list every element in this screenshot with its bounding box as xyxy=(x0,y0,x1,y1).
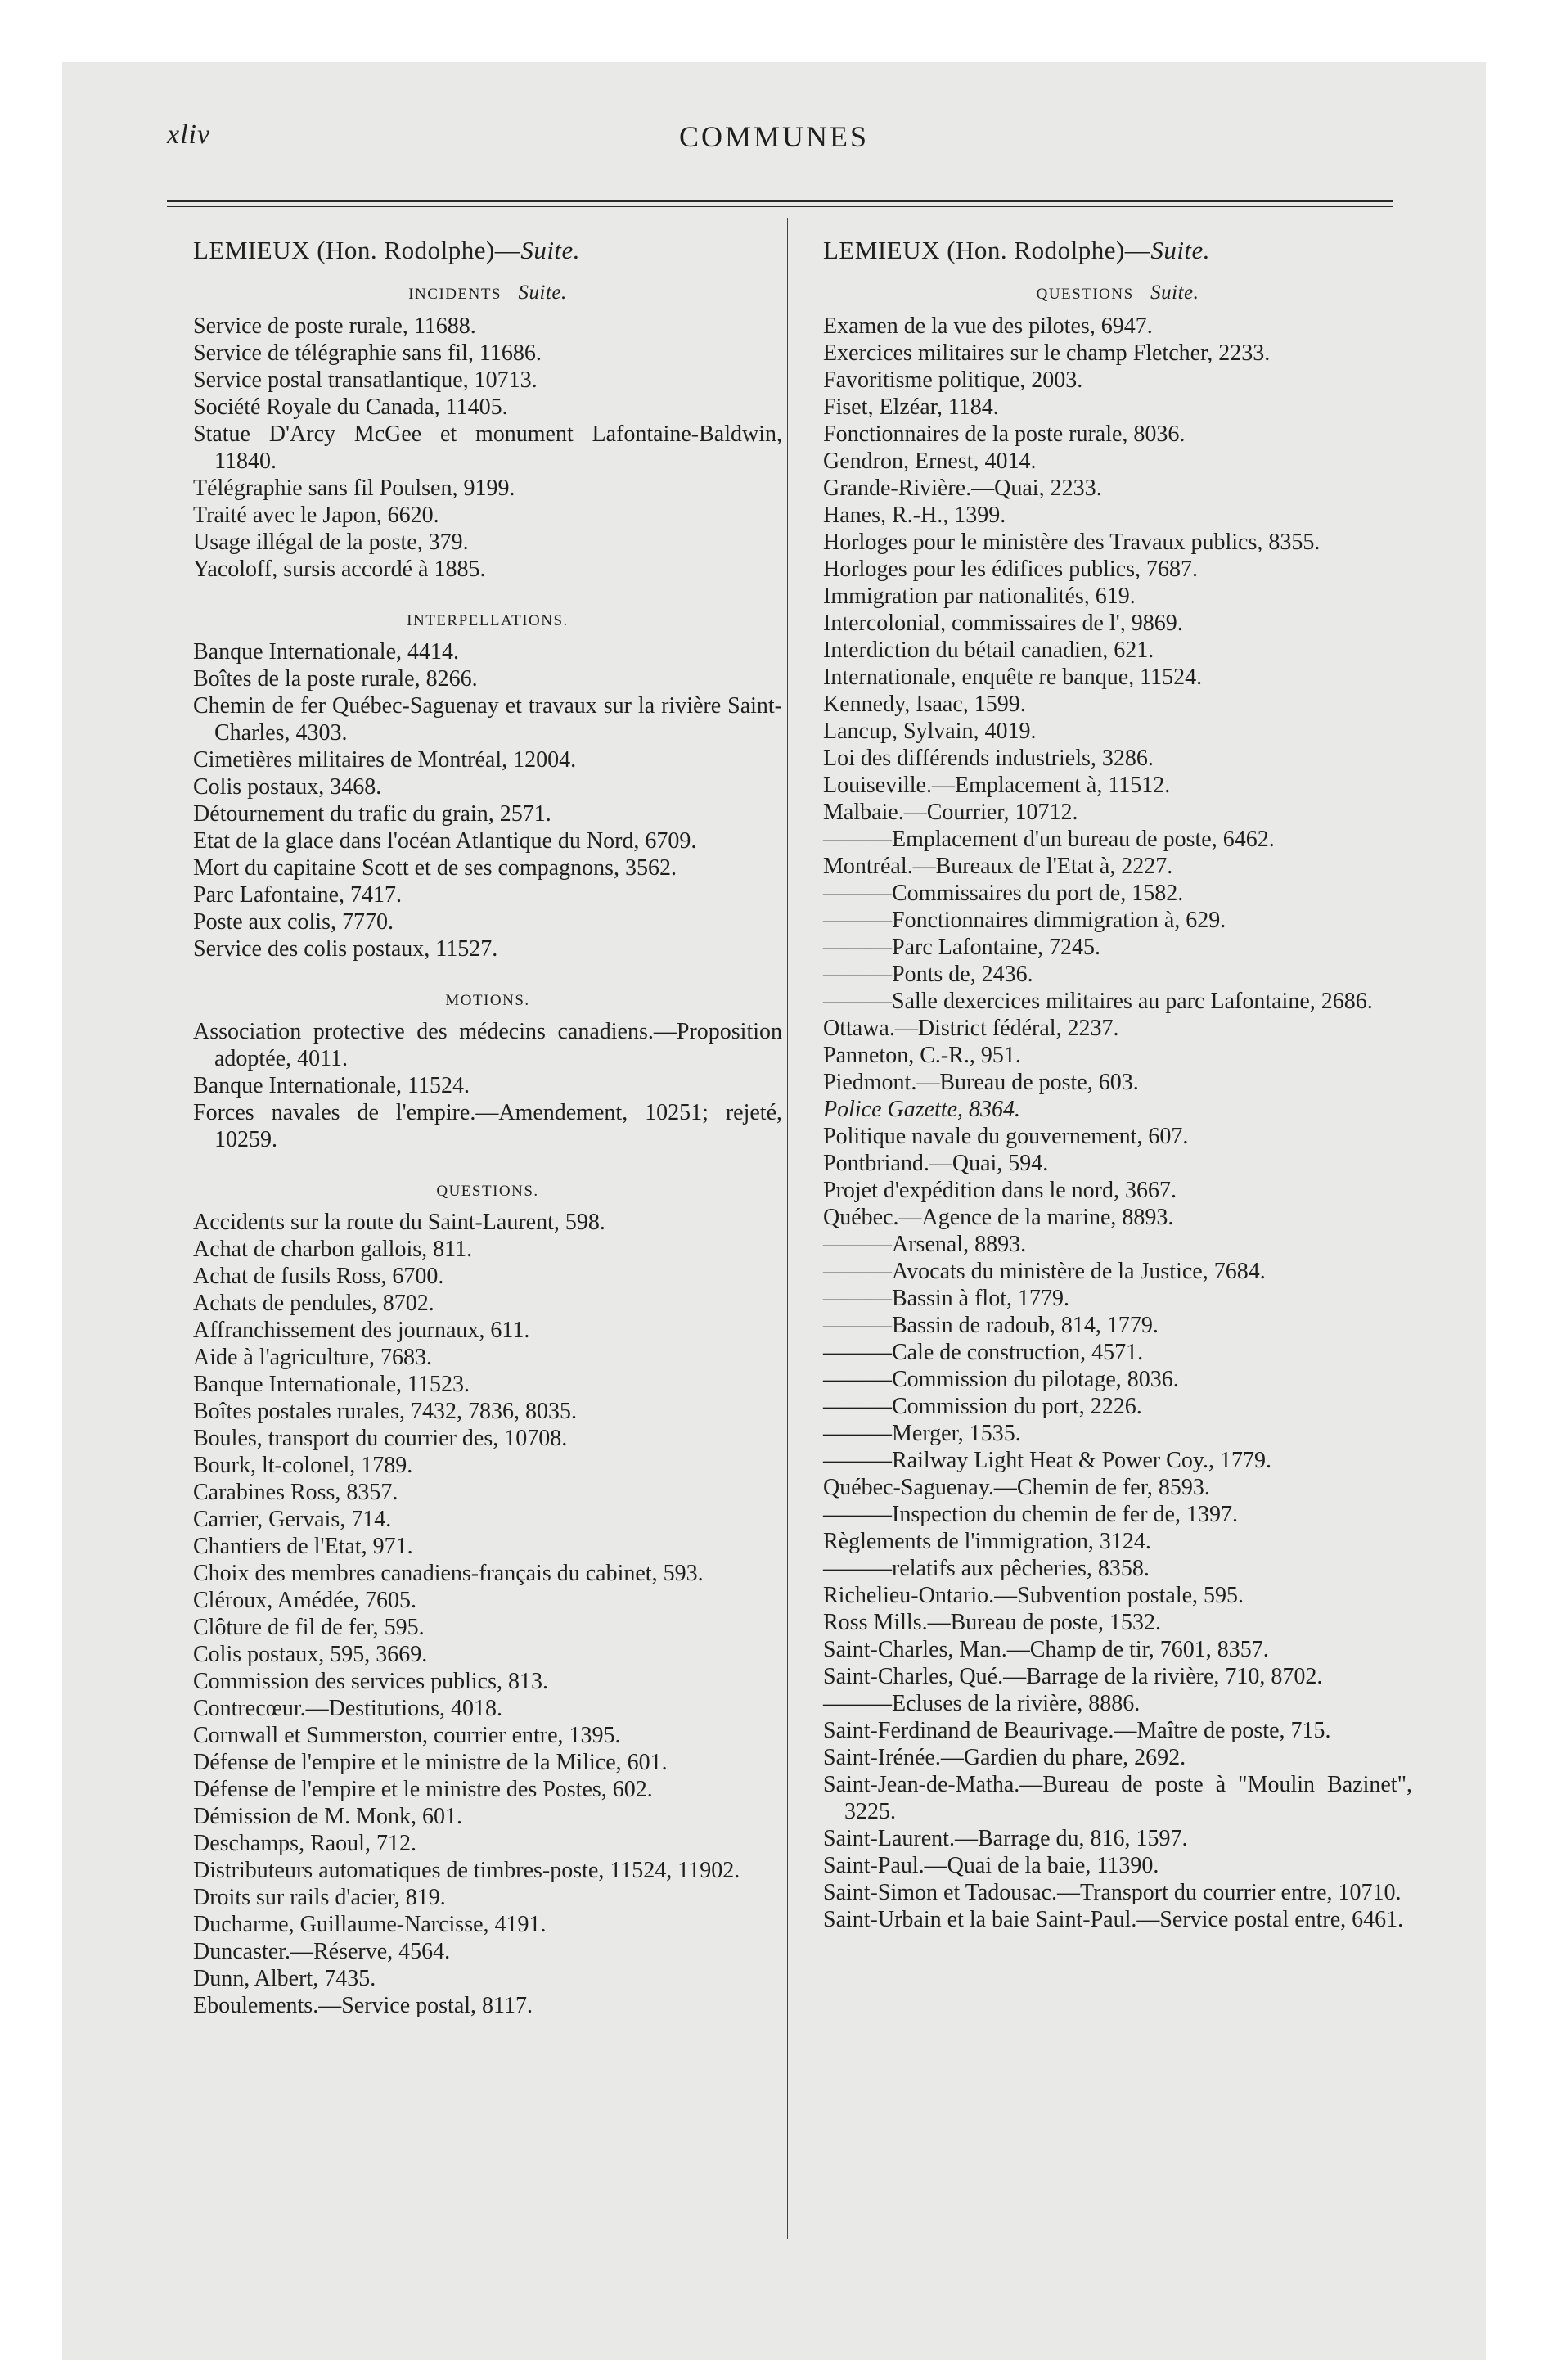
left-column-heading xyxy=(193,234,782,267)
index-entry: ———Ponts de, 2436. xyxy=(823,962,1033,987)
index-entry: Saint-Irénée.—Gardien du phare, 2692. xyxy=(823,1745,1186,1770)
index-entry: Boules, transport du courrier des, 10708. xyxy=(193,1426,568,1451)
index-entry: Service de poste rurale, 11688. xyxy=(193,313,476,339)
index-entry: Bourk, lt-colonel, 1789. xyxy=(193,1453,413,1478)
index-entry: Cimetières militaires de Montréal, 12004. xyxy=(193,747,577,773)
index-entry: Démission de M. Monk, 601. xyxy=(193,1804,462,1829)
interpellations-list xyxy=(193,638,782,962)
index-entry: Mort du capitaine Scott et de ses compagnons, 3562. xyxy=(193,855,677,881)
index-entry: Saint-Charles, Qué.—Barrage de la rivière, 710, 8702. xyxy=(823,1664,1323,1689)
index-entry: Piedmont.—Bureau de poste, 603. xyxy=(823,1070,1139,1095)
index-entry: Eboulements.—Service postal, 8117. xyxy=(193,1993,533,2018)
index-entry: ———Inspection du chemin de fer de, 1397. xyxy=(823,1502,1238,1527)
index-entry: Aide à l'agriculture, 7683. xyxy=(193,1345,432,1370)
right-column xyxy=(823,234,1412,1933)
index-entry: Horloges pour le ministère des Travaux publics, 8355. xyxy=(823,530,1321,555)
index-entry: Favoritisme politique, 2003. xyxy=(823,367,1083,393)
index-entry: Gendron, Ernest, 4014. xyxy=(823,449,1037,474)
index-entry: Kennedy, Isaac, 1599. xyxy=(823,692,1026,717)
index-entry: Horloges pour les édifices publics, 7687. xyxy=(823,557,1199,582)
subheading-questions-suite xyxy=(823,282,1412,304)
index-entry: ———Bassin de radoub, 814, 1779. xyxy=(823,1313,1159,1338)
subheading-suite: Suite. xyxy=(1150,282,1199,304)
index-entry: Ross Mills.—Bureau de poste, 1532. xyxy=(823,1610,1161,1635)
index-entry: Malbaie.—Courrier, 10712. xyxy=(823,800,1078,825)
index-entry: Service des colis postaux, 11527. xyxy=(193,936,498,962)
index-entry: Boîtes de la poste rurale, 8266. xyxy=(193,666,478,692)
index-entry: Saint-Simon et Tadousac.—Transport du courrier entre, 10710. xyxy=(823,1880,1402,1905)
index-entry: Police Gazette, 8364. xyxy=(823,1097,1021,1122)
index-entry: Société Royale du Canada, 11405. xyxy=(193,394,508,420)
index-entry: Droits sur rails d'acier, 819. xyxy=(193,1885,446,1910)
index-entry: Télégraphie sans fil Poulsen, 9199. xyxy=(193,476,515,501)
questions-suite-list xyxy=(823,313,1412,1933)
index-entry: Forces navales de l'empire.—Amendement, 10251; rejeté, 10259. xyxy=(193,1100,782,1152)
index-entry: Usage illégal de la poste, 379. xyxy=(193,530,469,555)
index-entry: Pontbriand.—Quai, 594. xyxy=(823,1151,1049,1176)
index-entry: ———Cale de construction, 4571. xyxy=(823,1340,1144,1365)
index-entry: ———relatifs aux pêcheries, 8358. xyxy=(823,1556,1150,1581)
index-entry: ———Commission du pilotage, 8036. xyxy=(823,1367,1179,1392)
index-entry: Montréal.—Bureaux de l'Etat à, 2227. xyxy=(823,854,1173,879)
index-entry: Chemin de fer Québec-Saguenay et travaux sur la rivière Saint-Charles, 4303. xyxy=(193,693,782,746)
index-entry: Parc Lafontaine, 7417. xyxy=(193,882,403,908)
index-entry: Fiset, Elzéar, 1184. xyxy=(823,394,999,420)
heading-name: LEMIEUX (Hon. Rodolphe)— xyxy=(193,236,521,264)
index-entry: Détournement du trafic du grain, 2571. xyxy=(193,801,551,827)
index-entry: Etat de la glace dans l'océan Atlantique du Nord, 6709. xyxy=(193,828,697,854)
index-entry: Québec.—Agence de la marine, 8893. xyxy=(823,1205,1174,1230)
questions-list xyxy=(193,1209,782,2019)
index-entry: Cléroux, Amédée, 7605. xyxy=(193,1588,416,1613)
index-entry: Carrier, Gervais, 714. xyxy=(193,1507,392,1532)
subheading-label: QUESTIONS— xyxy=(1036,286,1151,303)
index-entry: Deschamps, Raoul, 712. xyxy=(193,1831,416,1856)
index-entry: ———Salle dexercices militaires au parc Lafontaine, 2686. xyxy=(823,989,1373,1014)
index-entry: Intercolonial, commissaires de l', 9869. xyxy=(823,611,1183,636)
subheading-interpellations: INTERPELLATIONS. xyxy=(407,612,569,629)
index-entry: Distributeurs automatiques de timbres-poste, 11524, 11902. xyxy=(193,1858,740,1883)
index-entry: Service de télégraphie sans fil, 11686. xyxy=(193,340,542,366)
index-entry: Saint-Laurent.—Barrage du, 816, 1597. xyxy=(823,1826,1188,1851)
subheading-suite: Suite. xyxy=(518,282,567,304)
motions-list xyxy=(193,1018,782,1153)
index-entry: Ducharme, Guillaume-Narcisse, 4191. xyxy=(193,1912,547,1937)
index-entry: Panneton, C.-R., 951. xyxy=(823,1043,1021,1068)
index-entry: Commission des services publics, 813. xyxy=(193,1669,548,1694)
subheading-questions: QUESTIONS. xyxy=(436,1183,539,1200)
index-entry: Règlements de l'immigration, 3124. xyxy=(823,1529,1151,1554)
index-entry: ———Ecluses de la rivière, 8886. xyxy=(823,1691,1141,1716)
index-entry: Richelieu-Ontario.—Subvention postale, 595. xyxy=(823,1583,1244,1608)
index-entry: Saint-Jean-de-Matha.—Bureau de poste à "Moulin Bazinet", 3225. xyxy=(823,1772,1412,1824)
index-entry: Boîtes postales rurales, 7432, 7836, 8035. xyxy=(193,1399,577,1424)
index-entry: ———Commissaires du port de, 1582. xyxy=(823,881,1184,906)
index-entry: Défense de l'empire et le ministre de la Milice, 601. xyxy=(193,1750,668,1775)
index-entry: Banque Internationale, 4414. xyxy=(193,639,460,665)
index-entry: Cornwall et Summerston, courrier entre, 1395. xyxy=(193,1723,621,1748)
index-entry: Banque Internationale, 11523. xyxy=(193,1372,470,1397)
scanned-page xyxy=(62,62,1486,2360)
right-column-heading xyxy=(823,234,1412,267)
index-entry: Accidents sur la route du Saint-Laurent, 598. xyxy=(193,1210,605,1235)
index-entry: Grande-Rivière.—Quai, 2233. xyxy=(823,476,1102,501)
heading-suite: Suite. xyxy=(520,236,581,264)
index-entry: Duncaster.—Réserve, 4564. xyxy=(193,1939,451,1964)
index-entry: Contrecœur.—Destitutions, 4018. xyxy=(193,1696,502,1721)
heading-name: LEMIEUX (Hon. Rodolphe)— xyxy=(823,236,1151,264)
index-entry: Québec-Saguenay.—Chemin de fer, 8593. xyxy=(823,1475,1210,1500)
index-entry: ———Fonctionnaires dimmigration à, 629. xyxy=(823,908,1226,933)
index-entry: Service postal transatlantique, 10713. xyxy=(193,367,538,393)
index-entry: Colis postaux, 595, 3669. xyxy=(193,1642,428,1667)
index-entry: Affranchissement des journaux, 611. xyxy=(193,1318,530,1343)
index-entry: Traité avec le Japon, 6620. xyxy=(193,503,439,528)
incidents-list xyxy=(193,313,782,583)
index-entry: Chantiers de l'Etat, 971. xyxy=(193,1534,413,1559)
index-entry: Loi des différends industriels, 3286. xyxy=(823,746,1154,771)
index-entry: Dunn, Albert, 7435. xyxy=(193,1966,376,1991)
heading-suite: Suite. xyxy=(1150,236,1211,264)
index-entry: Poste aux colis, 7770. xyxy=(193,909,394,935)
index-entry: Projet d'expédition dans le nord, 3667. xyxy=(823,1178,1177,1203)
header-rule-thin xyxy=(167,206,1393,207)
index-entry: Clôture de fil de fer, 595. xyxy=(193,1615,425,1640)
index-entry: Choix des membres canadiens-français du cabinet, 593. xyxy=(193,1561,704,1586)
index-entry: Internationale, enquête re banque, 11524. xyxy=(823,665,1203,690)
index-entry: Examen de la vue des pilotes, 6947. xyxy=(823,313,1153,339)
index-entry: Achat de fusils Ross, 6700. xyxy=(193,1264,444,1289)
index-entry: Interdiction du bétail canadien, 621. xyxy=(823,638,1154,663)
index-entry: Ottawa.—District fédéral, 2237. xyxy=(823,1016,1119,1041)
index-entry: Banque Internationale, 11524. xyxy=(193,1073,470,1098)
index-entry: Achats de pendules, 8702. xyxy=(193,1291,434,1316)
subheading-label: INCIDENTS— xyxy=(408,286,519,303)
index-entry: ———Merger, 1535. xyxy=(823,1421,1021,1446)
index-entry: ———Bassin à flot, 1779. xyxy=(823,1286,1069,1311)
index-entry: Exercices militaires sur le champ Fletcher, 2233. xyxy=(823,340,1271,366)
index-entry: Association protective des médecins canadiens.—Proposition adoptée, 4011. xyxy=(193,1019,782,1071)
index-entry: ———Parc Lafontaine, 7245. xyxy=(823,935,1101,960)
page-number: xliv xyxy=(167,119,211,150)
index-entry: Fonctionnaires de la poste rurale, 8036. xyxy=(823,421,1186,447)
subheading-motions: MOTIONS. xyxy=(445,992,530,1009)
index-entry: ———Commission du port, 2226. xyxy=(823,1394,1142,1419)
index-entry: Hanes, R.-H., 1399. xyxy=(823,503,1006,528)
running-header xyxy=(62,119,1486,160)
index-entry: Lancup, Sylvain, 4019. xyxy=(823,719,1037,744)
subheading-incidents xyxy=(193,282,782,304)
index-entry: Saint-Urbain et la baie Saint-Paul.—Service postal entre, 6461. xyxy=(823,1907,1404,1932)
index-entry: Louiseville.—Emplacement à, 11512. xyxy=(823,773,1171,798)
index-entry: Yacoloff, sursis accordé à 1885. xyxy=(193,557,486,582)
index-entry: ———Arsenal, 8893. xyxy=(823,1232,1027,1257)
header-rule-thick xyxy=(167,200,1393,202)
section-title: COMMUNES xyxy=(678,120,870,153)
index-entry: Carabines Ross, 8357. xyxy=(193,1480,398,1505)
index-entry: Achat de charbon gallois, 811. xyxy=(193,1237,473,1262)
index-entry: ———Railway Light Heat & Power Coy., 1779. xyxy=(823,1448,1272,1473)
index-entry: Statue D'Arcy McGee et monument Lafontaine-Baldwin, 11840. xyxy=(193,421,782,474)
left-column xyxy=(193,234,782,2019)
index-entry: Politique navale du gouvernement, 607. xyxy=(823,1124,1189,1149)
index-entry: Défense de l'empire et le ministre des Postes, 602. xyxy=(193,1777,653,1802)
index-entry: Immigration par nationalités, 619. xyxy=(823,584,1136,609)
index-entry: ———Avocats du ministère de la Justice, 7684. xyxy=(823,1259,1266,1284)
index-entry: Saint-Charles, Man.—Champ de tir, 7601, 8357. xyxy=(823,1637,1269,1662)
index-entry: Saint-Paul.—Quai de la baie, 11390. xyxy=(823,1853,1159,1878)
index-entry: ———Emplacement d'un bureau de poste, 6462. xyxy=(823,827,1275,852)
index-entry: Colis postaux, 3468. xyxy=(193,774,382,800)
index-entry: Saint-Ferdinand de Beaurivage.—Maître de poste, 715. xyxy=(823,1718,1331,1743)
column-divider xyxy=(787,218,788,2239)
